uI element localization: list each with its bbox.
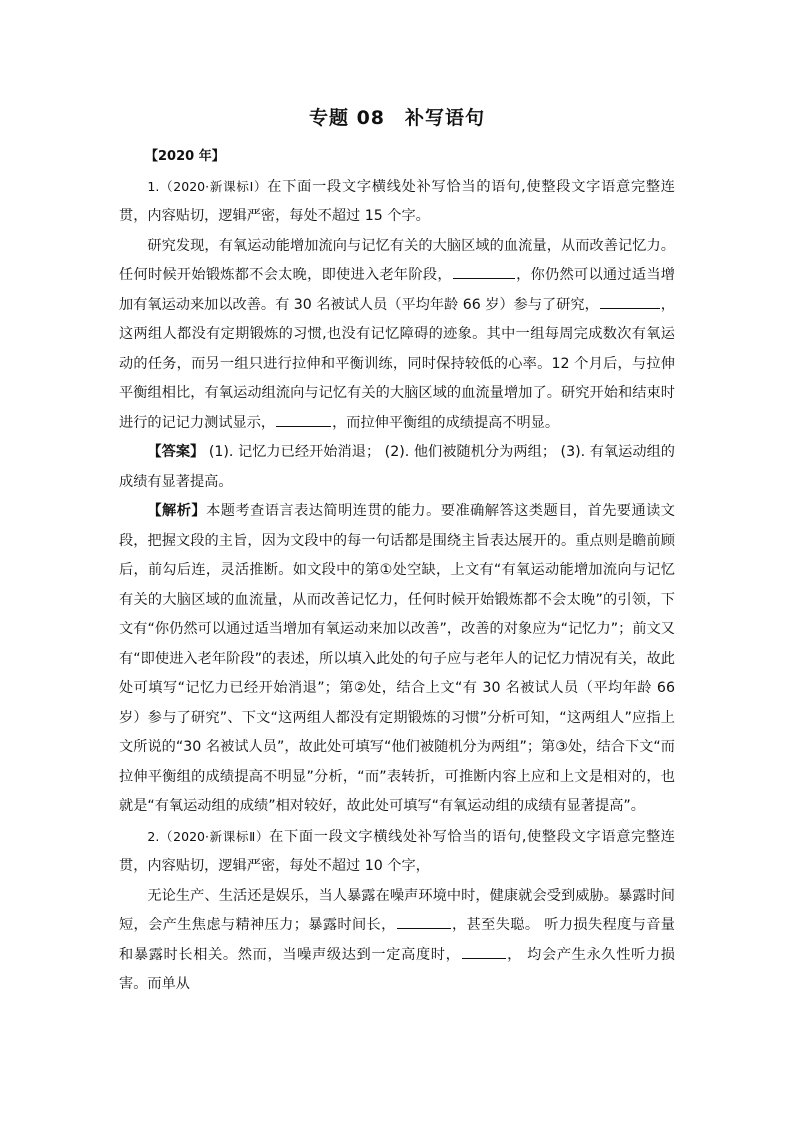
year-heading: 【2020 年】 <box>145 149 225 164</box>
question-1-answer <box>119 438 675 497</box>
fill-blank-3 <box>276 412 331 427</box>
fill-blank-2 <box>462 944 506 959</box>
question-2-prompt-text: 在下面一段文字横线处补写恰当的语句,使整段文字语意完整连贯，内容贴切，逻辑严密，每处不超过 10 个字， <box>119 828 675 874</box>
analysis-label: 【解析】 <box>147 503 207 519</box>
answer-text: (1). 记忆力已经开始消退； (2). 他们被随机分为两组； (3). 有氧运动组的成绩有显著提高。 <box>119 444 675 490</box>
question-1-passage <box>119 232 675 439</box>
question-1-prompt <box>119 172 675 232</box>
fill-blank-1 <box>453 264 515 279</box>
question-1-analysis <box>119 497 675 822</box>
passage-segment: ，你仍然可以通过适当增加有氧运动来加以改善。有 30 名被试人员（平均年龄 66 岁）参与了研究， <box>119 267 675 313</box>
question-1-number: 1.（2020·新课标Ⅰ） <box>147 178 268 194</box>
passage-segment: 研究发现，有氧运动能增加流向与记忆有关的大脑区域的血流量，从而改善记忆力。任何时候开始锻炼都不会太晚，即使进入老年阶段， <box>119 237 675 283</box>
question-2-prompt <box>119 822 675 882</box>
passage-segment: 无论生产、生活还是娱乐，当人暴露在噪声环境中时，健康就会受到威胁。暴露时间短，会产生焦虑与精神压力；暴露时间长， <box>119 887 675 933</box>
page-title: 专题 08 补写语句 <box>308 107 486 129</box>
passage-segment: ，而拉伸平衡组的成绩提高不明显。 <box>332 414 560 431</box>
document-body <box>119 142 675 1000</box>
passage-segment: ，甚至失聪。 听力损失程度与音量和暴露时长相关。然而，当噪声级达到一定高度时， <box>119 917 675 963</box>
answer-label: 【答案】 <box>147 444 205 460</box>
question-2-passage <box>119 882 675 1000</box>
passage-segment: ，这两组人都没有定期锻炼的习惯,也没有记忆障碍的迹象。其中一组每周完成数次有氧运动的任务，而另一组只进行拉伸和平衡训练，同时保持较低的心率。12 个月后，与拉伸平衡组相比，有氧运动组流向与记忆有关的大脑区域的血流量增加了。研究开始和结束时进行的记记力测试显示， <box>119 296 675 431</box>
question-1-prompt-text: 在下面一段文字横线处补写恰当的语句,使整段文字语意完整连贯，内容贴切，逻辑严密，每处不超过 15 个字。 <box>119 178 675 224</box>
question-2-number: 2.（2020·新课标Ⅱ） <box>147 828 270 844</box>
analysis-text: 本题考查语言表达简明连贯的能力。要准确解答这类题目，首先要通读文段，把握文段的主旨，因为文段中的每一句话都是围绕主旨表达展开的。重点则是瞻前顾后，前勾后连，灵活推断。如文段中的第①处空缺，上文有“有氧运动能增加流向与记忆有关的大脑区域的血流量，从而改善记忆力，任何时候开始锻炼都不会太晚”的引领，下文有“你仍然可以通过适当增加有氧运动来加以改善”，改善的对象应为“记忆力”；前文又有“即使进入老年阶段”的表述，所以填入此处的句子应与老年人的记忆力情况有关，故此处可填写“记忆力已经开始消退”；第②处，结合上文“有 30 名被试人员（平均年龄 66 岁）参与了研究”、下文“这两组人都没有定期锻炼的习惯”分析可知，“这两组人”应指上文所说的“30 名被试人员”，故此处可填写“他们被随机分为两组”；第③处，结合下文“而拉伸平衡组的成绩提高不明显”分析，“而”表转折，可推断内容上应和上文是相对的，也就是“有氧运动组的成绩”相对较好，故此处可填写“有氧运动组的成绩有显著提高”。 <box>119 503 675 814</box>
passage-segment: ， 均会产生永久性听力损害。而单从 <box>119 946 675 992</box>
fill-blank-2 <box>600 294 660 309</box>
fill-blank-1 <box>397 914 451 929</box>
